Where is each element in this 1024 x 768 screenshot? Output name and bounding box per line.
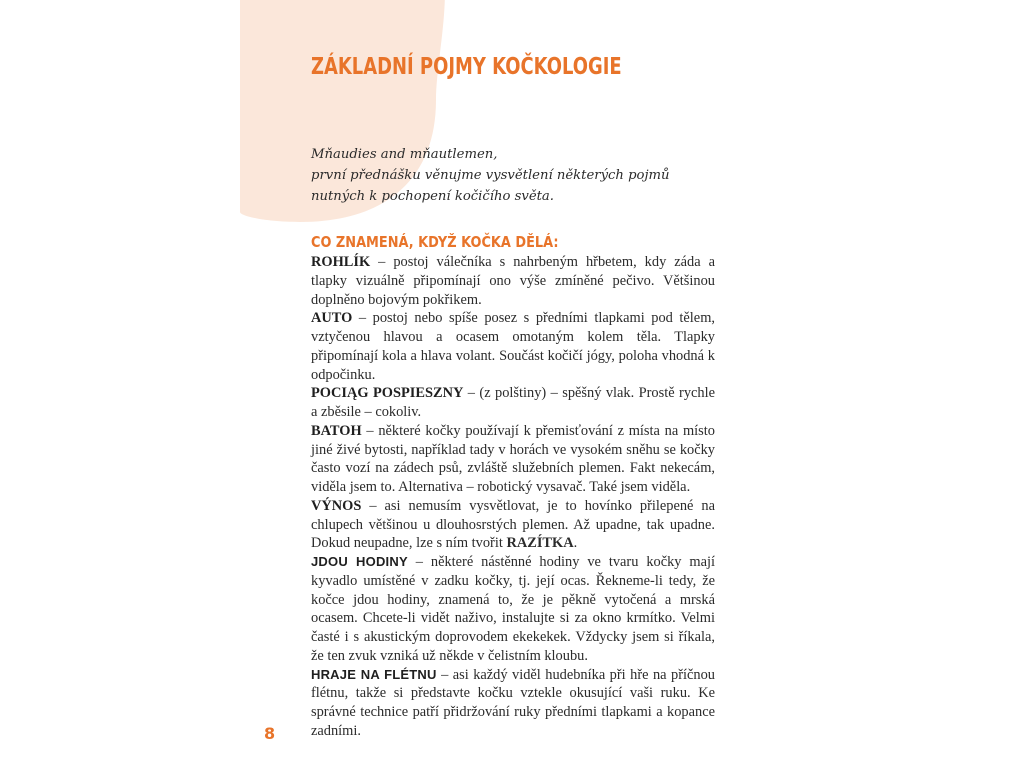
page-title: ZÁKLADNÍ POJMY KOČKOLOGIE: [311, 54, 622, 80]
intro-greeting: Mňaudies and mňautlemen,: [311, 147, 498, 162]
glossary-body: [311, 253, 715, 741]
intro-sentence: první přednášku věnujme vysvětlení některých pojmů nutných k pochopení kočičího světa.: [311, 168, 670, 204]
entry-term: ROHLÍK: [311, 254, 371, 270]
entry-term: BATOH: [311, 422, 362, 439]
glossary-entry-jdou-hodiny: [311, 553, 715, 666]
glossary-entry-batoh: [311, 422, 715, 497]
glossary-entry-hraje-na-fletnu: [311, 666, 715, 741]
glossary-entry-auto: [311, 309, 715, 384]
entry-term: HRAJE NA FLÉTNU: [311, 666, 437, 682]
glossary-entry-rohlik: [311, 253, 715, 309]
glossary-entry-pociag: [311, 384, 715, 422]
entry-term: POCIĄG POSPIESZNY: [311, 385, 464, 402]
page-number: 8: [264, 724, 276, 743]
entry-term: VÝNOS: [311, 497, 362, 514]
entry-text: – postoj nebo spíše posez s předními tlapkami pod tělem, vztyčenou hlavou a ocasem omotaným kolem těla. Tlapky připomínají kola a hlava volant. Součást kočičí jógy, poloha vhodná k odpočinku.: [311, 310, 715, 383]
entry-text: – asi každý viděl hudebníka při hře na příčnou flétnu, takže si představte kočku vztekle okusující vaši ruku. Ke správné technice patří přidržování ruky předními tlapkami a kopance zadními.: [311, 666, 715, 739]
entry-text: – (z polštiny) – spěšný vlak. Prostě rychle a zběsile – cokoliv.: [311, 385, 715, 420]
entry-text: – postoj válečníka s nahrbeným hřbetem, kdy záda a tlapky vizuálně připomínají ono výše zmíněné pečivo. Většinou doplněno bojovým pokřikem.: [311, 254, 715, 308]
entry-inline-term: RAZÍTKA: [506, 535, 574, 552]
entry-text: – některé kočky používají k přemisťování z místa na místo jiné živé bytosti, například tady v horách ve vysokém sněhu se kočky často vozí na zádech psů, zvláště služebních plemen. Fakt nekecám, viděla jsem to. Alternativa – robotický vysavač. Také jsem viděla.: [311, 422, 715, 495]
intro-text: [311, 144, 715, 207]
glossary-entry-vynos: [311, 497, 715, 553]
entry-term: JDOU HODINY: [311, 554, 408, 569]
entry-text: – asi nemusím vysvětlovat, je to hovínko přilepené na chlupech většinou u dlouhosrstých plemen. Až upadne, tak upadne. Dokud neupadne, lze s ním tvořit: [311, 497, 715, 552]
entry-term: AUTO: [311, 310, 353, 327]
entry-text-end: .: [573, 535, 578, 552]
section-heading: CO ZNAMENÁ, KDYŽ KOČKA DĚLÁ:: [311, 233, 559, 251]
entry-text: – některé nástěnné hodiny ve tvaru kočky mají kyvadlo umístěné v zadku kočky, tj. její ocas. Řekneme-li tedy, že kočce jdou hodiny, znamená to, že je pěkně vytočená a mrská ocasem. Chcete-li vidět naživo, instalujte si za okno krmítko. Velmi časté i s akustickým doprovodem ekekekek. Vždycky jsem si říkala, že ten zvuk vzniká už někde v čelistním kloubu.: [311, 554, 715, 664]
